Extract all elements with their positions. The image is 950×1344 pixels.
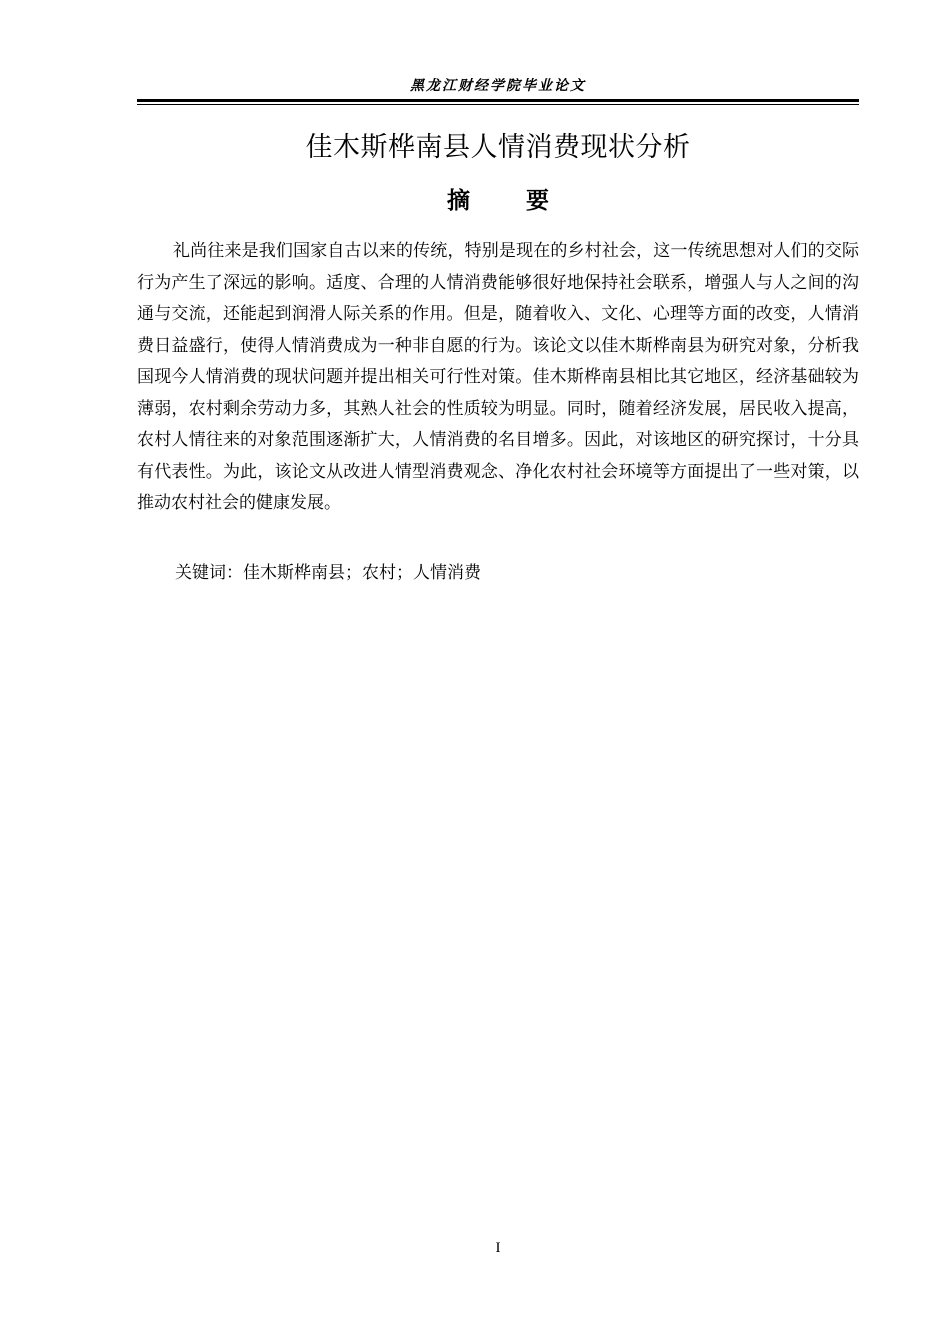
abstract-heading-char-2: 要 — [526, 188, 549, 214]
abstract-heading-char-1: 摘 — [447, 188, 470, 214]
keywords-value: 佳木斯桦南县；农村；人情消费 — [243, 563, 481, 583]
keywords-line — [175, 558, 859, 588]
running-header: 黑龙江财经学院毕业论文 — [410, 78, 586, 94]
abstract-paragraph: 礼尚往来是我们国家自古以来的传统，特别是现在的乡村社会，这一传统思想对人们的交际行为产生了深远的影响。适度、合理的人情消费能够很好地保持社会联系，增强人与人之间的沟通与交流，还能起到润滑人际关系的作用。但是，随着收入、文化、心理等方面的改变，人情消费日益盛行，使得人情消费成为一种非自愿的行为。该论文以佳木斯桦南县为研究对象，分析我国现今人情消费的现状问题并提出相关可行性对策。佳木斯桦南县相比其它地区，经济基础较为薄弱，农村剩余劳动力多，其熟人社会的性质较为明显。同时，随着经济发展，居民收入提高，农村人情往来的对象范围逐渐扩大，人情消费的名目增多。因此，对该地区的研究探讨，十分具有代表性。为此，该论文从改进人情型消费观念、净化农村社会环境等方面提出了一些对策，以推动农村社会的健康发展。 — [137, 241, 859, 513]
header-rule-thin — [137, 104, 859, 105]
keywords-label: 关键词： — [175, 563, 243, 583]
abstract-heading — [137, 183, 859, 219]
paper-title: 佳木斯桦南县人情消费现状分析 — [305, 132, 691, 163]
header-rule-thick — [137, 99, 859, 102]
page-number: I — [495, 1240, 501, 1256]
